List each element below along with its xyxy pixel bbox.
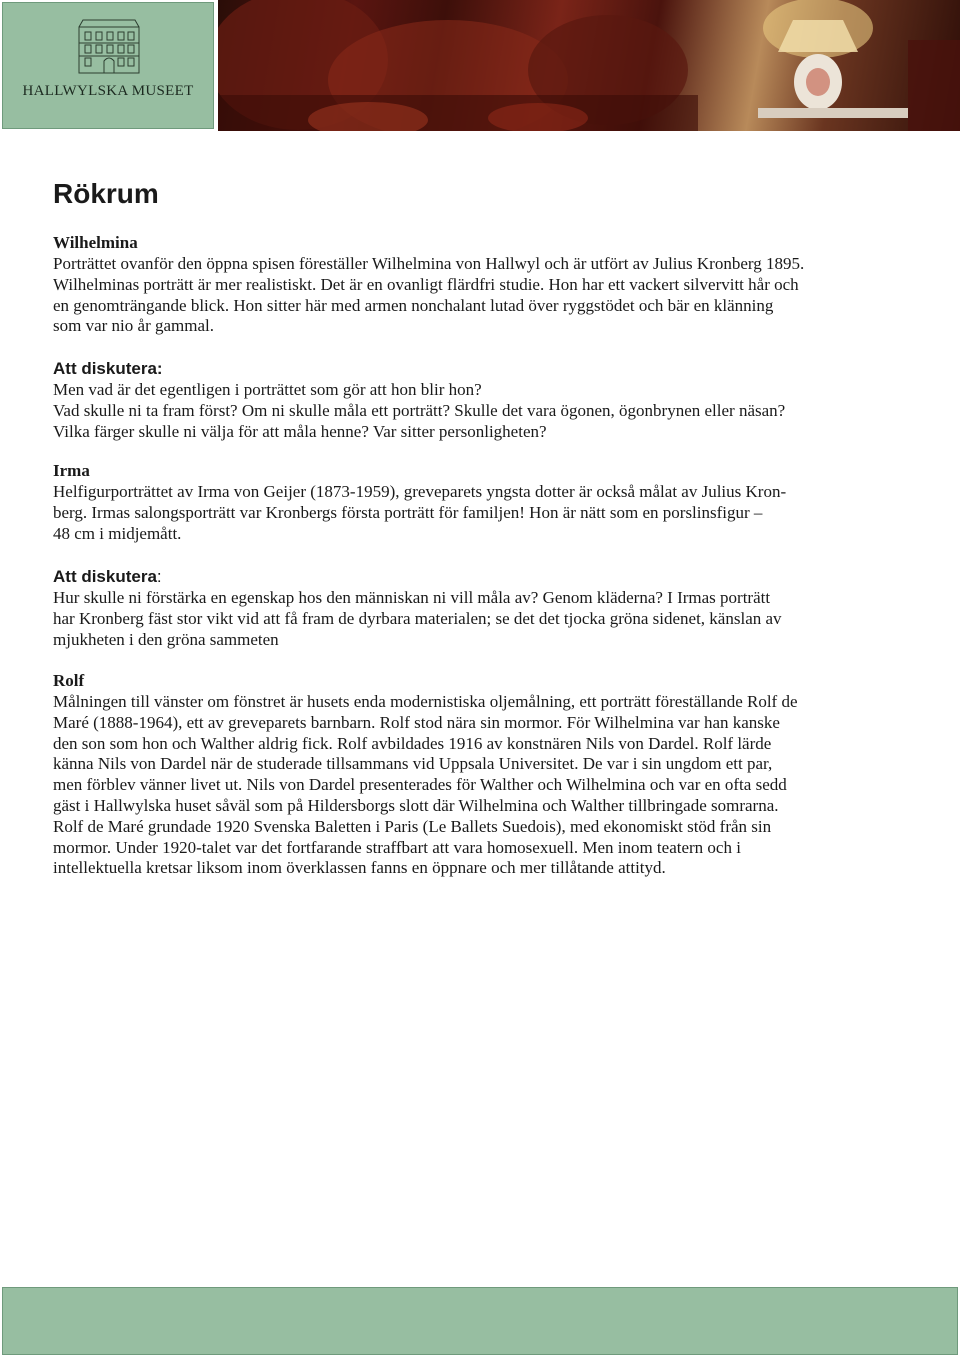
text-line: känna Nils von Dardel när de studerade tillsammans vid Uppsala Universitet. De var i sin ungdom ett par, <box>53 754 773 774</box>
discuss-text-1 <box>53 380 903 442</box>
section-heading-rolf: Rolf <box>53 671 85 690</box>
page-title: Rökrum <box>53 178 159 209</box>
discuss-text-2 <box>53 588 903 650</box>
logo-text: HALLWYLSKA MUSEET <box>22 83 194 99</box>
room-interior-image <box>218 0 960 131</box>
museum-building-icon <box>77 17 141 75</box>
header-photo <box>218 0 960 131</box>
text-line: Helfigurporträttet av Irma von Geijer (1873-1959), greveparets yngsta dotter är också målat av Julius Kron- <box>53 482 787 501</box>
discuss-label: Att diskutera <box>53 359 157 378</box>
section-heading-irma: Irma <box>53 461 90 480</box>
text-line: Wilhelminas porträtt är mer realistiskt. Det är en ovanligt flärdfri studie. Hon har ett vackert silvervitt hår och <box>53 274 799 294</box>
text-line: Porträttet ovanför den öppna spisen föreställer Wilhelmina von Hallwyl och är utfört av Julius Kronberg 1895. <box>53 254 805 273</box>
section-text-rolf <box>53 692 903 879</box>
text-line: Rolf de Maré grundade 1920 Svenska Baletten i Paris (Le Ballets Suedois), med ekonomiskt stöd från sin <box>53 816 772 836</box>
text-line: Maré (1888-1964), ett av greveparets barnbarn. Rolf stod nära sin mormor. För Wilhelmina var han kanske <box>53 712 780 732</box>
discuss-heading-1 <box>53 358 163 379</box>
text-line: en genomträngande blick. Hon sitter här med armen nonchalant lutad över ryggstödet och bär en klänning <box>53 295 774 315</box>
discuss-heading-2 <box>53 566 162 587</box>
discuss-colon: : <box>156 359 163 378</box>
museum-logo <box>2 2 214 129</box>
page-footer <box>2 1287 958 1355</box>
page-header <box>0 0 960 131</box>
text-line: har Kronberg fäst stor vikt vid att få fram de dyrbara materialen; se det det tjocka gröna sidenet, känslan av <box>53 608 782 628</box>
section-text-wilhelmina <box>53 254 903 337</box>
text-line: gäst i Hallwylska huset såväl som på Hildersborgs slott där Wilhelmina och Walther tillbringade somrarna. <box>53 795 779 815</box>
text-line: den son som hon och Walther aldrig fick. Rolf avbildades 1916 av konstnären Nils von Dardel. Rolf lärde <box>53 733 772 753</box>
text-line: men förblev vänner livet ut. Nils von Dardel presenterades för Walther och Wilhelmina och var en ofta sedd <box>53 775 787 795</box>
text-line: Men vad är det egentligen i porträttet som gör att hon blir hon? <box>53 380 482 399</box>
discuss-label: Att diskutera <box>53 567 157 586</box>
text-line: Hur skulle ni förstärka en egenskap hos den människan ni vill måla av? Genom kläderna? I Irmas porträtt <box>53 588 771 607</box>
text-line: 48 cm i midjemått. <box>53 523 182 543</box>
text-line: som var nio år gammal. <box>53 316 214 336</box>
text-line: berg. Irmas salongsporträtt var Kronbergs första porträtt för familjen! Hon är nätt som en porslinsfigur – <box>53 502 763 522</box>
text-line: intellektuella kretsar liksom inom överklassen fanns en öppnare och mer tillåtande attityd. <box>53 858 666 878</box>
text-line: Vilka färger skulle ni välja för att måla henne? Var sitter personligheten? <box>53 421 547 441</box>
section-text-irma <box>53 482 903 544</box>
section-heading-wilhelmina: Wilhelmina <box>53 233 138 252</box>
text-line: mjukheten i den gröna sammeten <box>53 629 279 649</box>
text-line: mormor. Under 1920-talet var det fortfarande straffbart att vara homosexuell. Men inom teatern och i <box>53 837 741 857</box>
text-line: Målningen till vänster om fönstret är husets enda modernistiska oljemålning, ett porträtt föreställande Rolf de <box>53 692 798 711</box>
text-line: Vad skulle ni ta fram först? Om ni skulle måla ett porträtt? Skulle det vara ögonen, ögonbrynen eller näsan? <box>53 400 786 420</box>
discuss-colon: : <box>156 567 162 586</box>
